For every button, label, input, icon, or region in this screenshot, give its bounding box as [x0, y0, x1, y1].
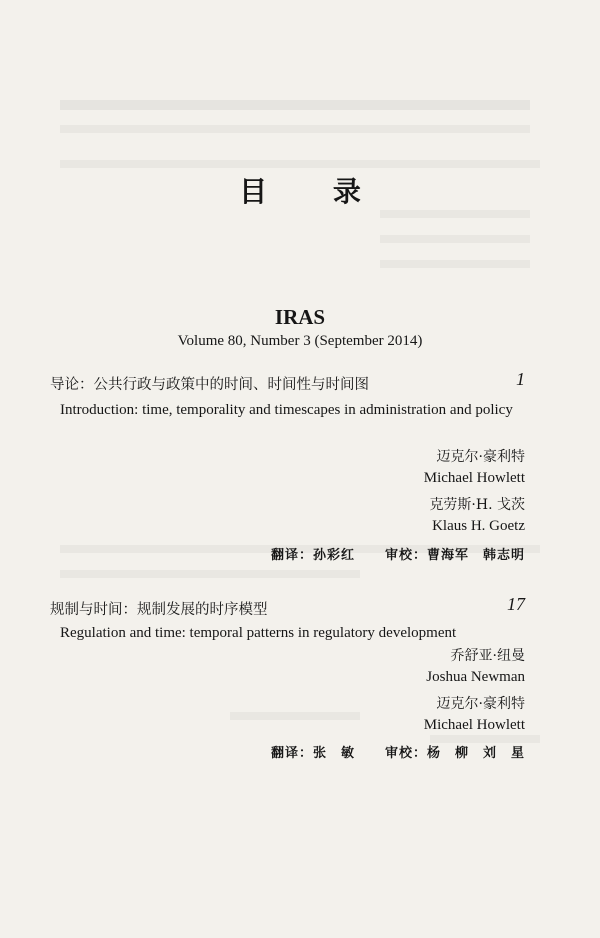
author-zh: 迈克尔·豪利特	[436, 696, 525, 712]
translator: 翻译：张 敏	[270, 746, 355, 761]
reviewer: 韩志明	[482, 548, 525, 563]
article-title-en: Regulation and time: temporal patterns in regulatory development	[60, 625, 457, 641]
credits-line	[271, 544, 525, 563]
journal-name: IRAS	[274, 305, 326, 329]
reviewer: 审校：杨 柳 刘 星	[384, 746, 525, 761]
toc-title: 目 录	[239, 175, 389, 208]
author-en: Michael Howlett	[423, 470, 525, 486]
author-zh: 迈克尔·豪利特	[436, 449, 525, 465]
translator: 翻译：孙彩红	[270, 548, 355, 563]
credits-line	[271, 742, 525, 761]
article-title-zh[interactable]: 导论：公共行政与政策中的时间、时间性与时间图	[50, 377, 369, 393]
author-en: Klaus H. Goetz	[432, 518, 525, 534]
page-number[interactable]: 17	[507, 594, 525, 614]
author-en: Michael Howlett	[423, 717, 525, 733]
volume-line: Volume 80, Number 3 (September 2014)	[177, 333, 423, 349]
author-zh: 乔舒亚·纽曼	[450, 648, 525, 664]
page-number[interactable]: 1	[516, 369, 525, 389]
article-title-zh[interactable]: 规制与时间：规制发展的时序模型	[50, 602, 268, 618]
author-en: Joshua Newman	[426, 669, 525, 685]
article-title-en: Introduction: time, temporality and timescapes in administration and policy	[60, 402, 513, 418]
author-zh: 克劳斯·H. 戈茨	[429, 497, 525, 513]
reviewer: 审校：曹海军	[384, 548, 469, 563]
